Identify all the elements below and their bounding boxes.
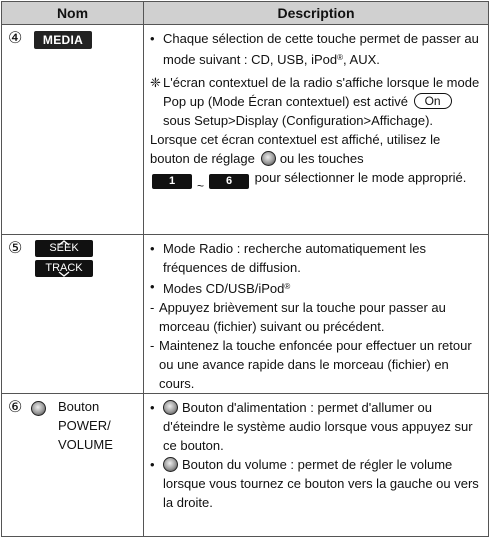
power-bullet-2: • Bouton du volume : permet de régler le volume lorsque vous tournez ce bouton vers la gauche ou vers la droite.	[150, 457, 479, 510]
seek-name-cell	[2, 235, 144, 394]
table-header-row	[2, 2, 489, 25]
volume-knob-icon	[163, 457, 178, 472]
table-row-seek-track	[2, 235, 489, 394]
media-bullet-1: • Chaque sélection de cette touche permet de passer au mode suivant : CD, USB, iPod®, AUX.	[150, 31, 479, 67]
media-button: MEDIA	[34, 31, 92, 49]
controls-table	[1, 1, 489, 537]
on-button: On	[414, 93, 452, 109]
media-description-cell	[144, 25, 489, 235]
seek-bullet-1: • Mode Radio : recherche automatiquement les fréquences de diffusion.	[150, 241, 427, 275]
track-button: TRACK	[35, 260, 93, 277]
note-marker: ❈	[150, 75, 161, 90]
item-number-4: ④	[8, 30, 23, 47]
seek-dash-2: - Maintenez la touche enfoncée pour effectuer un retour ou une avance rapide dans le morceau (fichier) en cours.	[150, 338, 472, 391]
bullet-marker: •	[150, 31, 155, 46]
power-name-cell	[2, 394, 144, 537]
seek-bullet-2: • Modes CD/USB/iPod®	[150, 279, 291, 296]
item-number-6: ⑥	[8, 399, 23, 416]
table-row-power-volume	[2, 394, 489, 537]
preset-button-1: 1	[152, 174, 192, 189]
media-name-cell	[2, 25, 144, 235]
range-tilde: ~	[197, 179, 205, 193]
popup-paragraph: Lorsque cet écran contextuel est affiché, utilisez le bouton de réglage ou les touches 1 ~ 6 pour sélectionner le mode approprié.	[150, 130, 482, 189]
seek-description-cell	[144, 235, 489, 394]
seek-button: SEEK	[35, 240, 93, 257]
header-nom: Nom	[2, 2, 144, 25]
preset-button-6: 6	[209, 174, 249, 189]
popup-note: ❈ L'écran contextuel de la radio s'affiche lorsque le mode Pop up (Mode Écran contextuel) est activé On sous Setup>Display (Configuration>Affichage).	[150, 75, 480, 128]
power-knob-icon	[31, 401, 46, 416]
seek-dash-1: - Appuyez brièvement sur la touche pour passer au morceau (fichier) suivant ou précédent.	[150, 300, 446, 334]
power-bullet-1: • Bouton d'alimentation : permet d'allumer ou d'éteindre le système audio lorsque vous appuyez sur ce bouton.	[150, 400, 473, 453]
item-number-5: ⑤	[8, 240, 23, 257]
rotary-knob-icon	[261, 151, 276, 166]
power-volume-label: Bouton POWER/ VOLUME	[58, 399, 113, 452]
table-row-media	[2, 25, 489, 235]
header-description: Description	[144, 2, 489, 25]
power-knob-icon	[163, 400, 178, 415]
power-description-cell	[144, 394, 489, 537]
